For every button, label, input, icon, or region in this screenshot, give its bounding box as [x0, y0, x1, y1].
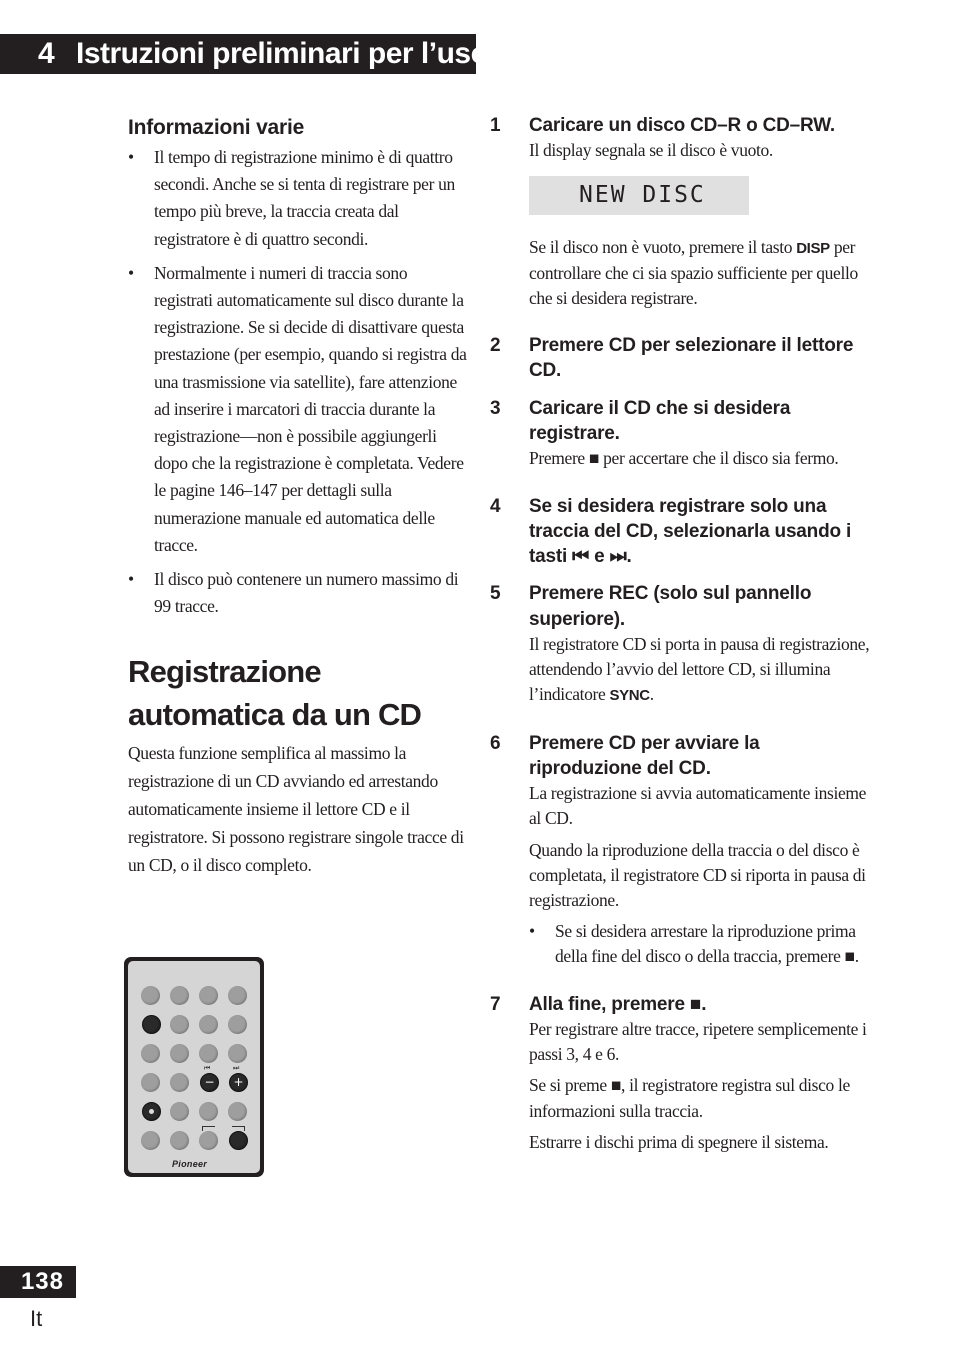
remote-button [199, 1102, 218, 1121]
left-column [128, 112, 468, 879]
step-title: Caricare il CD che si desidera registrare. [529, 397, 791, 444]
step-7: 7 Alla fine, premere ■. Per registrare altre tracce, ripetere semplicemente i passi 3, 4 e 6. Se si preme ■, il registratore registra sul disco le informazioni sulla traccia. Estrarre i dischi prima di spegnere il sistema. [490, 992, 870, 1155]
remote-button [170, 1131, 189, 1150]
step-5: 5 Premere REC (solo sul pannello superiore). Il registratore CD si porta in pausa di registrazione, attendendo l’avvio del lettore CD, si illumina l’indicatore SYNC. [490, 583, 870, 705]
remote-button-highlighted [142, 1102, 161, 1121]
step-4: 4 Se si desidera registrare solo una traccia del CD, selezionarla usando i tasti ⏮ e ⏭. [490, 494, 870, 570]
display-readout: NEW DISC [529, 176, 749, 215]
chapter-title: Istruzioni preliminari per l’uso [76, 37, 489, 70]
disp-key: DISP [796, 239, 830, 257]
minus-icon: − [204, 1075, 215, 1089]
misc-heading: Informazioni varie [128, 116, 305, 139]
step-2: 2 Premere CD per selezionare il lettore CD. [490, 333, 870, 384]
remote-button [170, 1102, 189, 1121]
list-item: • Normalmente i numeri di traccia sono registrati automaticamente sul disco durante la registrazione. Se si decide di disattivare questa prestazione (per esempio, quando si registra da una trasmissione via satellite), fare attenzione ad inserire i marcatori di traccia durante la registrazione—non è possibile aggiungerli dopo che la registrazione è completata. Vedere le pagine 146–147 per dettagli sulla numerazione manuale ed automatica delle tracce. [128, 262, 467, 555]
section-intro: Questa funzione semplifica al massimo la registrazione di un CD avviando ed arrestando automaticamente insieme il lettore CD e il registratore. Si possono registrare singole tracce di un CD, o il disco completo. [128, 743, 464, 875]
remote-button [199, 1131, 218, 1150]
step-1: 1 Caricare un disco CD–R o CD–RW. Il display segnala se il disco è vuoto. NEW DISC Se il disco non è vuoto, premere il tasto DISP per controllare che ci sia spazio sufficiente per quello che si desidera registrare. [490, 113, 870, 311]
remote-button [228, 986, 247, 1005]
prev-track-label-icon: ⏮ [204, 1064, 211, 1072]
remote-button [170, 986, 189, 1005]
pioneer-logo: Pioneer [172, 1159, 208, 1169]
remote-button [199, 1044, 218, 1063]
step-6: 6 Premere CD per avviare la riproduzione del CD. La registrazione si avvia automaticamente insieme al CD. Quando la riproduzione della traccia o del disco è completata, il registratore CD si riporta in pausa di registrazione. • Se si desidera arrestare la riproduzione prima della fine del disco o della traccia, premere ■. [490, 731, 870, 970]
language-code: It [30, 1306, 43, 1331]
remote-button [199, 986, 218, 1005]
remote-button [228, 1102, 247, 1121]
right-column [490, 113, 870, 1167]
remote-button [199, 1015, 218, 1034]
remote-button [141, 986, 160, 1005]
step-title: Premere CD per selezionare il lettore CD. [529, 335, 854, 382]
plus-button [229, 1073, 248, 1092]
list-item: • Se si desidera arrestare la riproduzione prima della fine del disco o della traccia, premere ■. [529, 921, 859, 967]
chapter-header [0, 34, 489, 74]
remote-button-highlighted [142, 1015, 161, 1034]
remote-button [228, 1044, 247, 1063]
step-title: Premere CD per avviare la riproduzione del CD. [529, 732, 760, 779]
step-3: 3 Caricare il CD che si desidera registrare. Premere ■ per accertare che il disco sia fermo. [490, 396, 870, 472]
remote-button-highlighted [229, 1131, 248, 1150]
minus-button [200, 1073, 219, 1092]
remote-button [141, 1044, 160, 1063]
remote-button [170, 1044, 189, 1063]
section-title: Registrazione automatica da un CD [128, 654, 422, 733]
list-item: • Il disco può contenere un numero massimo di 99 tracce. [128, 569, 459, 617]
misc-list [128, 144, 468, 620]
sync-indicator: SYNC [609, 687, 650, 705]
plus-icon: + [233, 1075, 244, 1089]
step-title: Se si desidera registrare solo una traccia del CD, selezionarla usando i tasti ⏮ e ⏭. [529, 495, 852, 568]
remote-button [141, 1073, 160, 1092]
remote-button [170, 1073, 189, 1092]
remote-control-illustration [124, 957, 264, 1177]
list-item: • Il tempo di registrazione minimo è di quattro secondi. Anche se si tenta di registrare per un tempo più breve, la traccia creata dal registratore è di quattro secondi. [128, 147, 455, 249]
page-number: 138 [0, 1266, 76, 1298]
remote-button [141, 1131, 160, 1150]
next-track-label-icon: ⏭ [233, 1064, 240, 1072]
chapter-number: 4 [38, 37, 55, 70]
step-title: Caricare un disco CD–R o CD–RW. [529, 115, 835, 136]
remote-button [170, 1015, 189, 1034]
remote-button [228, 1015, 247, 1034]
step-title: Premere REC (solo sul pannello superiore). [529, 583, 812, 630]
step-title: Alla fine, premere ■. [529, 993, 707, 1015]
